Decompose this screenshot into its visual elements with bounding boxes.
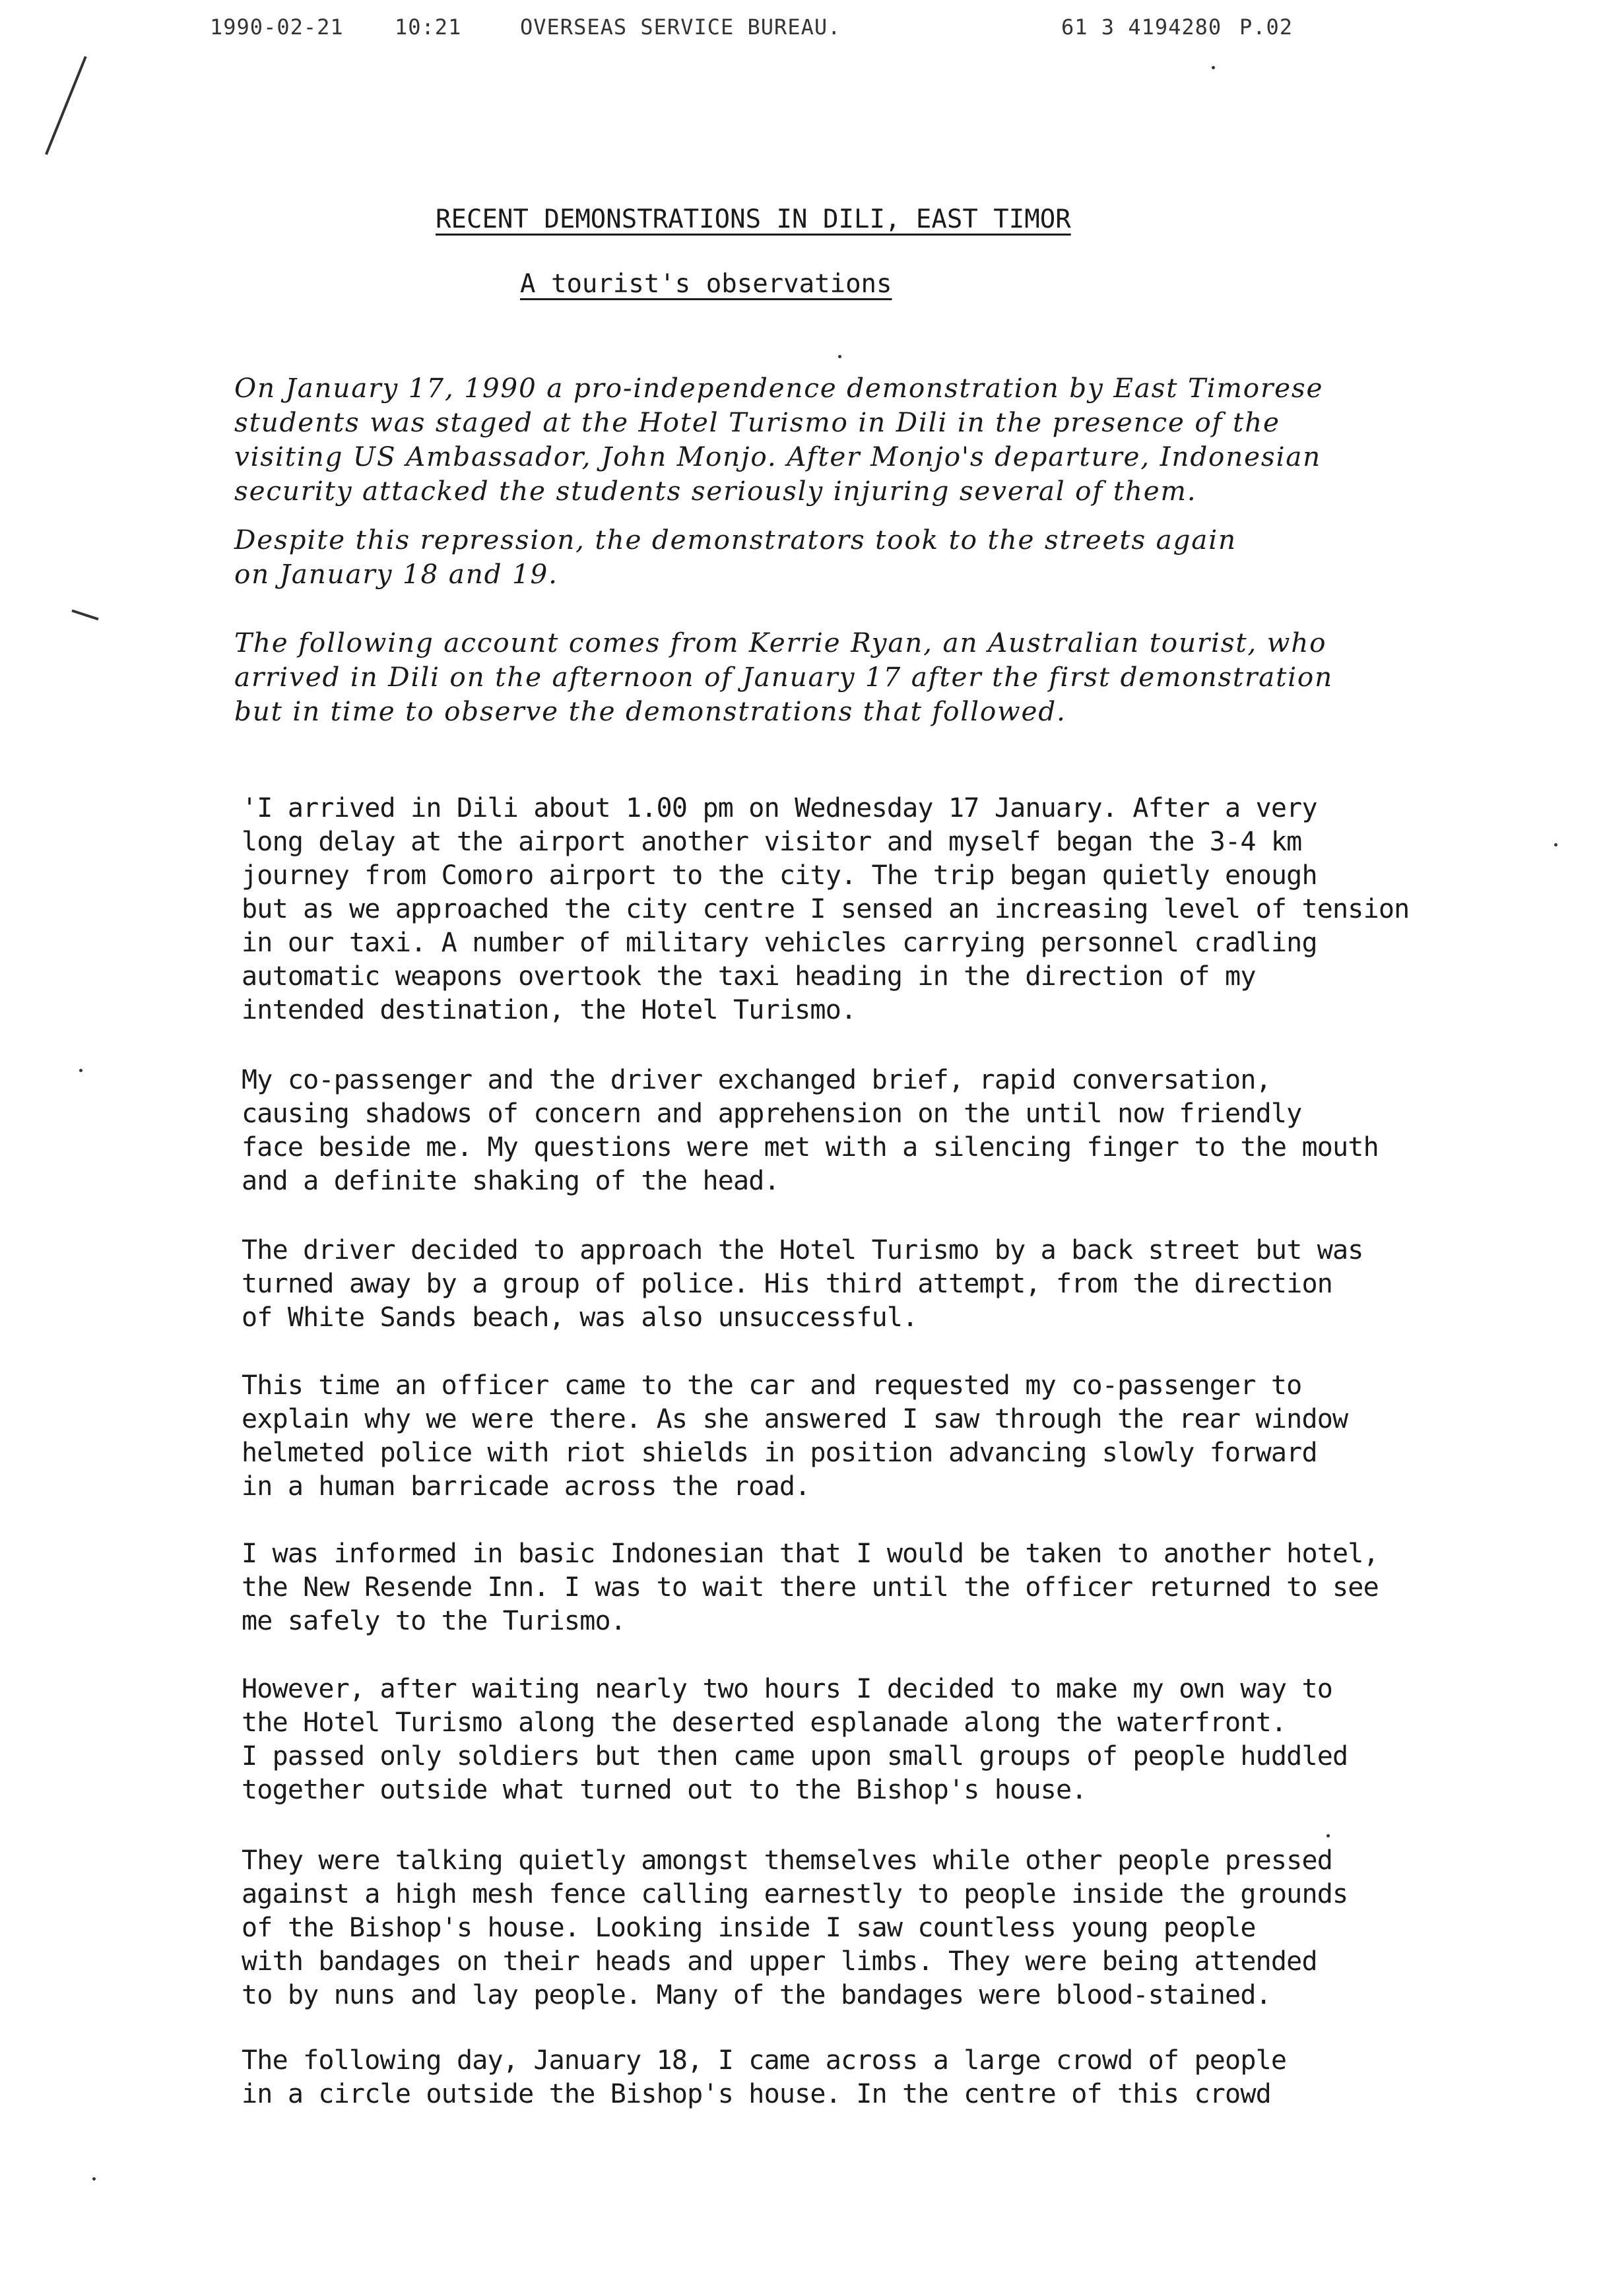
intro-paragraph: The following account comes from Kerrie Ryan, an Australian tourist, who arrived in Dili on the afternoon of January 17 after the first demonstration but in time to observe the demonstrations that followed.: [234, 627, 1334, 727]
page-title: RECENT DEMONSTRATIONS IN DILI, EAST TIMOR: [436, 205, 1071, 234]
scan-speck: [1554, 843, 1557, 846]
scan-speck: [1327, 1834, 1330, 1837]
account-paragraph: My co-passenger and the driver exchanged brief, rapid conversation, causing shadows of concern and apprehension on the until now friendly face beside me. My questions were met with a silencing finger to the mouth and a definite shaking of the head.: [242, 1065, 1379, 1196]
handwritten-slash-mark: [45, 56, 87, 155]
intro-paragraph: On January 17, 1990 a pro-independence demonstration by East Timorese students was staged at the Hotel Turismo in Dili in the presence of the visiting US Ambassador, John Monjo. After Monjo's departure, Indonesian security attacked the students seriously injuring several of them.: [234, 372, 1324, 507]
scan-speck: [79, 1069, 82, 1072]
account-paragraph: The following day, January 18, I came across a large crowd of people in a circle outside the Bishop's house. In the centre of this crowd: [242, 2045, 1287, 2109]
fax-page-number: P.02: [1239, 15, 1294, 40]
account-paragraph: They were talking quietly amongst themselves while other people pressed against a high mesh fence calling earnestly to people inside the grounds of the Bishop's house. Looking inside I saw countless young people with bandages on their heads and upper limbs. They were being attended to by nuns and lay people. Many of the bandages were blood-stained.: [242, 1845, 1348, 2010]
fax-number: 61 3 4194280: [1061, 15, 1222, 40]
account-paragraph: 'I arrived in Dili about 1.00 pm on Wednesday 17 January. After a very long delay at the airport another visitor and myself began the 3-4 km journey from Comoro airport to the city. The trip began quietly enough but as we approached the city centre I sensed an increasing level of tension in our taxi. A number of military vehicles carrying personnel cradling automatic weapons overtook the taxi heading in the direction of my intended destination, the Hotel Turismo.: [242, 793, 1410, 1025]
scan-speck: [838, 355, 841, 358]
account-paragraph: However, after waiting nearly two hours I decided to make my own way to the Hotel Turismo along the deserted esplanade along the waterfront. I passed only soldiers but then came upon small groups of people huddled together outside what turned out to the Bishop's house.: [242, 1674, 1348, 1805]
fax-transmission-header: [210, 15, 1398, 41]
page-subtitle: A tourist's observations: [520, 269, 892, 299]
fax-time: 10:21: [395, 15, 462, 40]
account-paragraph: This time an officer came to the car and requested my co-passenger to explain why we were there. As she answered I saw through the rear window helmeted police with riot shields in position advancing slowly forward in a human barricade across the road.: [242, 1370, 1348, 1502]
fax-sender: OVERSEAS SERVICE BUREAU.: [520, 15, 841, 40]
account-paragraph: The driver decided to approach the Hotel Turismo by a back street but was turned away by a group of police. His third attempt, from the direction of White Sands beach, was also unsuccessful.: [242, 1235, 1363, 1333]
intro-paragraph: Despite this repression, the demonstrators took to the streets again on January 18 and 19.: [234, 524, 1237, 590]
margin-mark: [71, 610, 98, 621]
scan-speck: [1212, 66, 1215, 69]
fax-date: 1990-02-21: [210, 15, 344, 40]
account-paragraph: I was informed in basic Indonesian that I would be taken to another hotel, the New Resende Inn. I was to wait there until the officer returned to see me safely to the Turismo.: [242, 1539, 1379, 1636]
scan-speck: [92, 2177, 96, 2181]
